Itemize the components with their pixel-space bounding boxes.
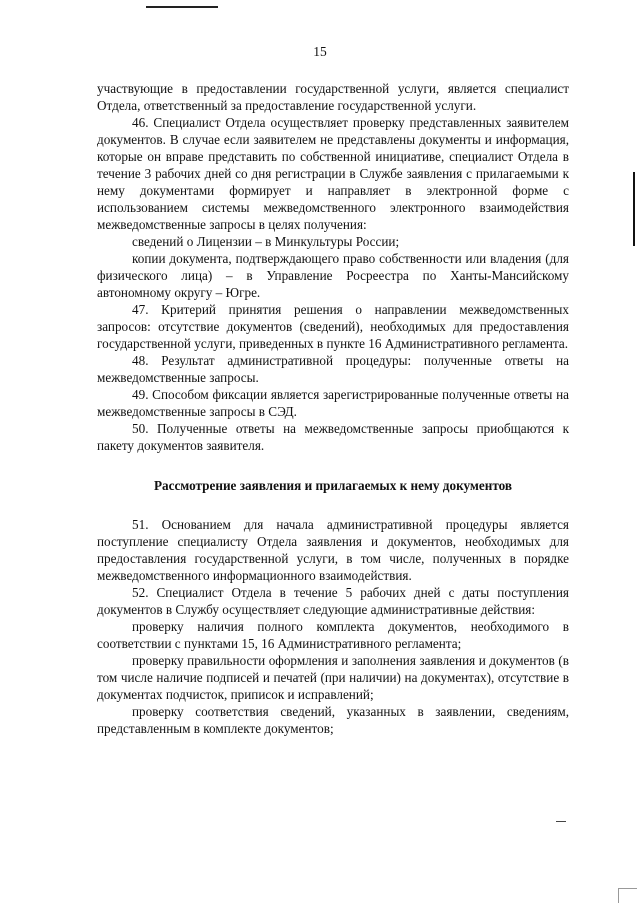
paragraph: проверку соответствия сведений, указанных в заявлении, сведениям, представленным в комплекте документов; xyxy=(97,704,569,736)
paragraph: 49. Способом фиксации является зарегистрированные полученные ответы на межведомственные запросы в СЭД. xyxy=(97,387,569,419)
paragraph: участвующие в предоставлении государственной услуги, является специалист Отдела, ответственный за предоставление государственной услуги. xyxy=(97,81,569,113)
paragraph: 46. Специалист Отдела осуществляет проверку представленных заявителем документов. В случае если заявителем не представлены документы и информация, которые он вправе представить по собственной инициативе, специалист Отдела в течение 3 рабочих дней со дня регистрации в Службе заявления с прилагаемыми к нему документами формирует и направляет в электронной форме с использованием системы межведомственного электронного взаимодействия межведомственные запросы в целях получения: xyxy=(97,115,569,232)
paragraph: 50. Полученные ответы на межведомственные запросы приобщаются к пакету документов заявителя. xyxy=(97,421,569,453)
paragraph: 48. Результат административной процедуры: полученные ответы на межведомственные запросы. xyxy=(97,353,569,385)
section-heading: Рассмотрение заявления и прилагаемых к нему документов xyxy=(153,478,513,493)
document-body xyxy=(97,80,569,737)
scan-artifact xyxy=(556,821,566,822)
paragraph: 47. Критерий принятия решения о направлении межведомственных запросов: отсутствие документов (сведений), необходимых для предоставления государственной услуги, приведенных в пункте 16 Административного регламента. xyxy=(97,302,569,351)
paragraph: проверку наличия полного комплекта документов, необходимого в соответствии с пунктами 15, 16 Административного регламента; xyxy=(97,619,569,651)
page-number: 15 xyxy=(313,44,327,59)
top-rule xyxy=(146,6,218,8)
paragraph: 52. Специалист Отдела в течение 5 рабочих дней с даты поступления документов в Службу осуществляет следующие административные действия: xyxy=(97,585,569,617)
scan-artifact xyxy=(618,888,637,903)
paragraph: сведений о Лицензии – в Минкультуры России; xyxy=(132,234,400,249)
paragraph: копии документа, подтверждающего право собственности или владения (для физического лица) – в Управление Росреестра по Ханты-Мансийскому автономному округу – Югре. xyxy=(97,251,569,300)
paragraph: проверку правильности оформления и заполнения заявления и документов (в том числе наличие подписей и печатей (при наличии) на документах), отсутствие в документах подчисток, приписок и исправлений; xyxy=(97,653,569,702)
margin-mark xyxy=(633,172,635,246)
paragraph: 51. Основанием для начала административной процедуры является поступление специалисту Отдела заявления и документов, необходимых для предоставления государственной услуги, в том числе, полученных в порядке межведомственного информационного взаимодействия. xyxy=(97,517,569,583)
